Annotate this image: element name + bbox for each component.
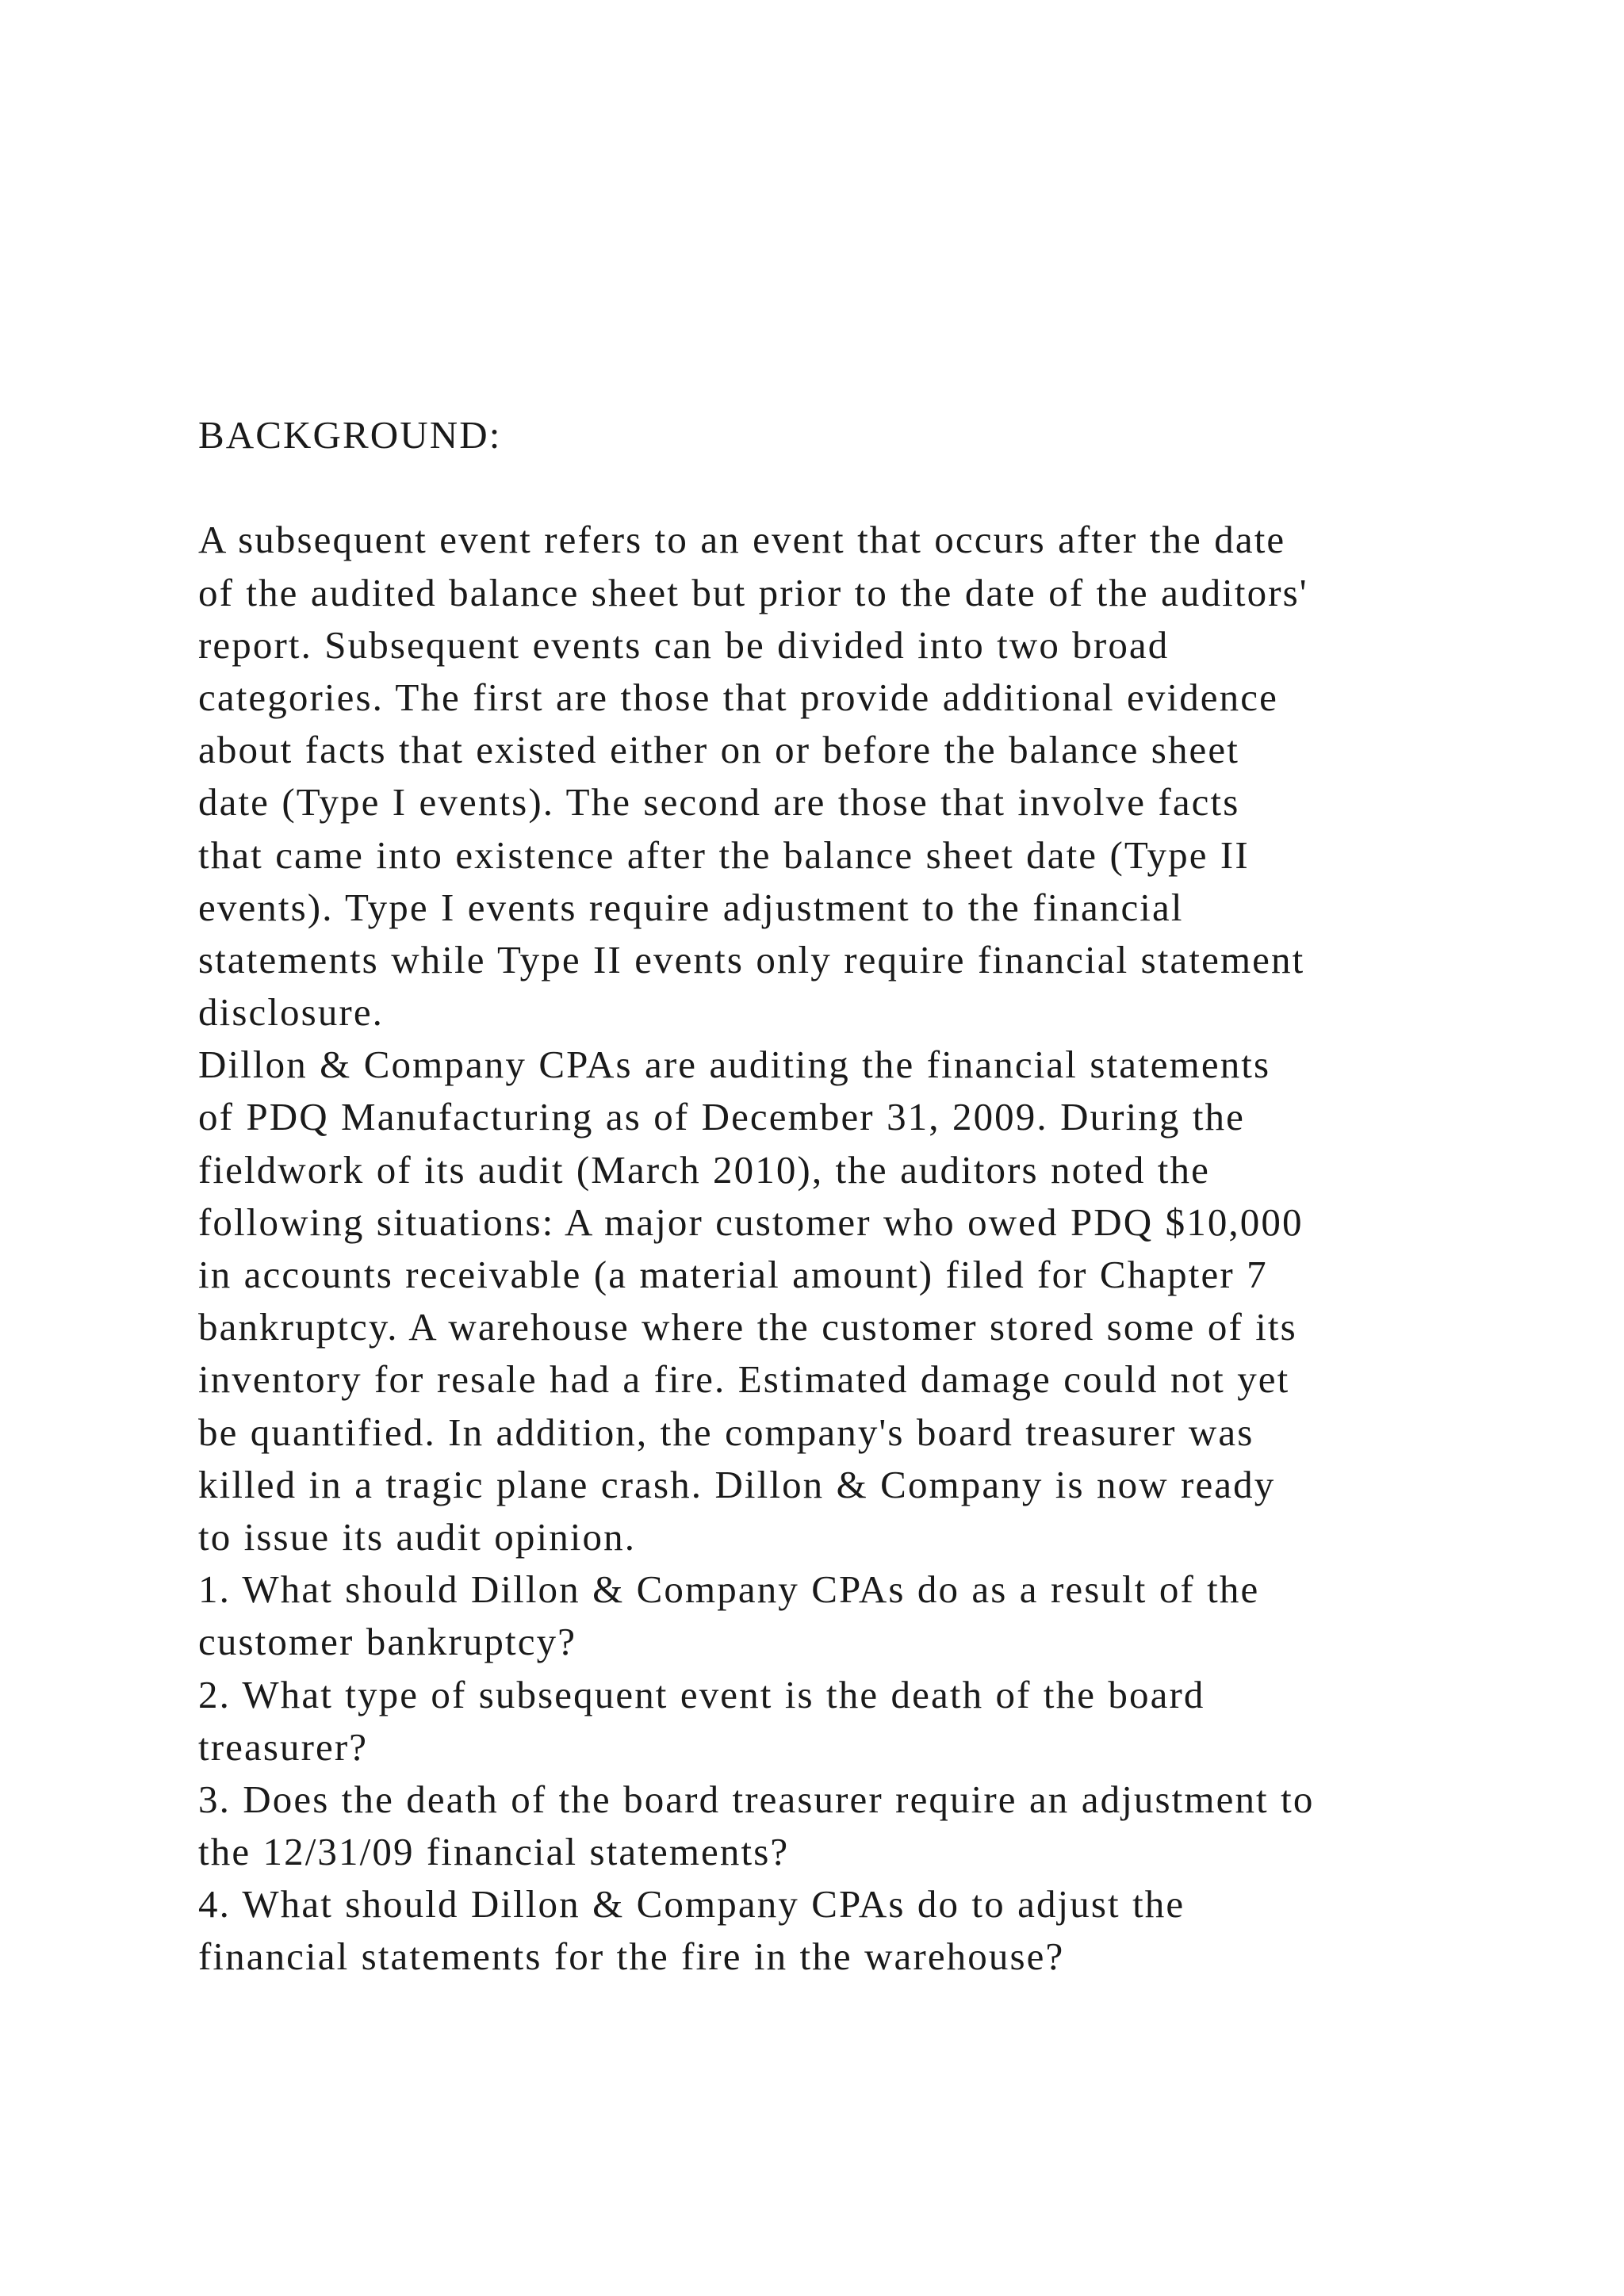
question-list [198,1563,1546,1984]
question-line: 3. Does the death of the board treasurer require an adjustment to [198,1777,1315,1821]
paragraph-line: of the audited balance sheet but prior to the date of the auditors' [198,570,1308,614]
paragraph-line: of PDQ Manufacturing as of December 31, 2009. During the [198,1095,1245,1139]
question-item-3 [198,1774,1546,1878]
paragraph-line: about facts that existed either on or before the balance sheet [198,728,1239,772]
paragraph-line: fieldwork of its audit (March 2010), the auditors noted the [198,1147,1210,1192]
paragraph-line: date (Type I events). The second are those that involve facts [198,780,1240,825]
paragraph-line: events). Type I events require adjustment to the financial [198,885,1184,929]
section-heading: BACKGROUND: [198,413,502,457]
question-line: the 12/31/09 financial statements? [198,1830,790,1874]
question-line: customer bankruptcy? [198,1620,577,1664]
paragraph-line: bankruptcy. A warehouse where the customer stored some of its [198,1305,1297,1349]
paragraph-line: inventory for resale had a fire. Estimated damage could not yet [198,1357,1290,1402]
paragraph-line: A subsequent event refers to an event that occurs after the date [198,518,1286,562]
question-item-4 [198,1878,1546,1983]
document-body [198,409,1546,1984]
paragraph-line: statements while Type II events only require financial statement [198,937,1305,982]
paragraph-line: to issue its audit opinion. [198,1514,637,1559]
question-line: 4. What should Dillon & Company CPAs do to adjust the [198,1882,1185,1927]
paragraph-line: disclosure. [198,990,385,1035]
question-line: 2. What type of subsequent event is the death of the board [198,1672,1205,1716]
paragraph-case-scenario [198,1039,1546,1563]
paragraph-line: following situations: A major customer who owed PDQ $10,000 [198,1200,1304,1244]
paragraph-line: Dillon & Company CPAs are auditing the financial statements [198,1043,1271,1087]
question-item-1 [198,1563,1546,1668]
blank-line [198,461,1546,514]
paragraph-line: be quantified. In addition, the company's board treasurer was [198,1410,1254,1454]
paragraph-line: report. Subsequent events can be divided into two broad [198,622,1170,667]
paragraph-line: killed in a tragic plane crash. Dillon & Company is now ready [198,1462,1276,1506]
question-item-2 [198,1669,1546,1774]
paragraph-line: in accounts receivable (a material amount) filed for Chapter 7 [198,1253,1268,1296]
question-line: 1. What should Dillon & Company CPAs do as a result of the [198,1567,1260,1612]
paragraph-subsequent-events [198,514,1546,1039]
paragraph-line: categories. The first are those that provide additional evidence [198,675,1278,719]
paragraph-line: that came into existence after the balance sheet date (Type II [198,832,1250,877]
question-line: financial statements for the fire in the warehouse? [198,1934,1065,1979]
question-line: treasurer? [198,1724,369,1769]
